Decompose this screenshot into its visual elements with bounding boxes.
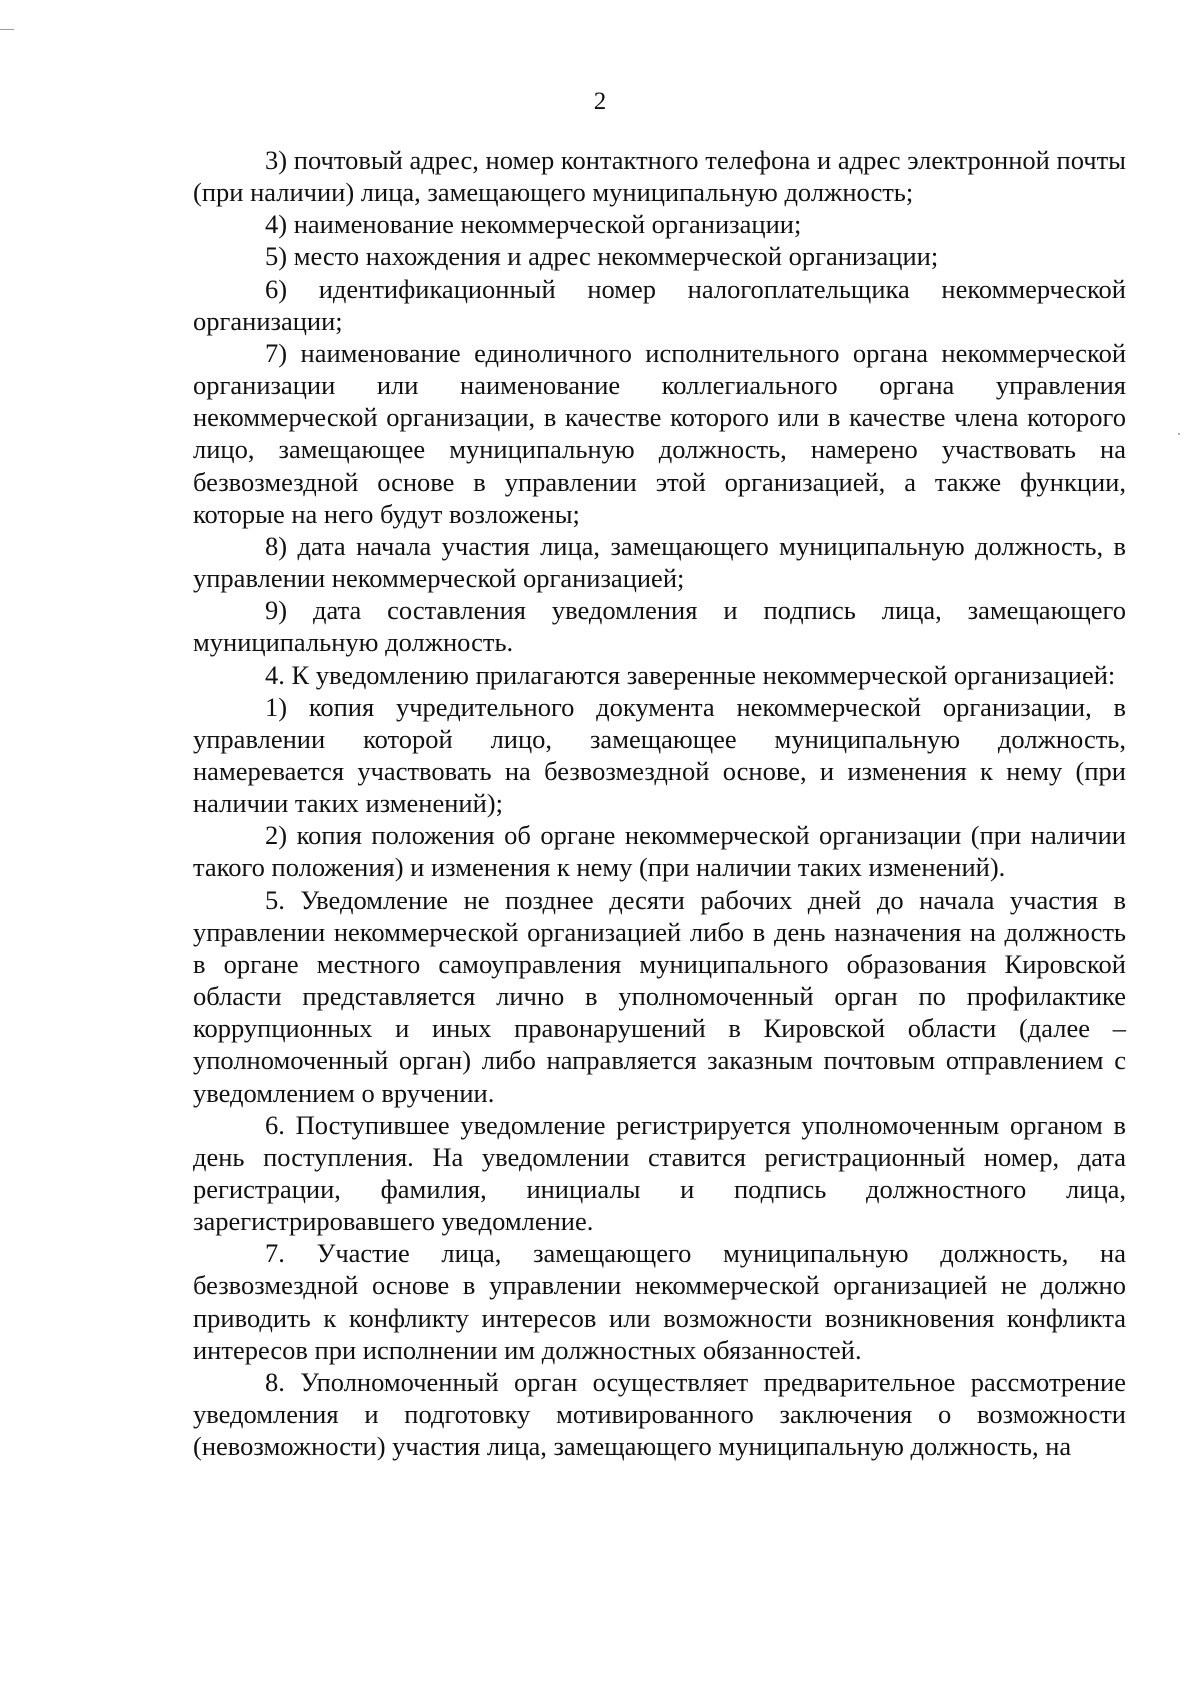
document-body [193, 144, 1126, 1462]
paragraph-item-3: 3) почтовый адрес, номер контактного телефона и адрес электронной почты (при наличии) лица, замещающего муниципальную должность; [193, 145, 1126, 208]
scan-artifact-dot [1178, 433, 1180, 435]
paragraph-attachment-1: 1) копия учредительного документа некоммерческой организации, в управлении которой лицо, замещающее муниципальную должность, намеревается участвовать на безвозмездной основе, и изменения к нему (при наличии таких изменений); [193, 691, 1126, 819]
paragraph-item-9: 9) дата составления уведомления и подпись лица, замещающего муниципальную должность. [193, 595, 1126, 658]
page-number: 2 [593, 88, 607, 115]
paragraph-item-7: 7) наименование единоличного исполнительного органа некоммерческой организации или наименование коллегиального органа управления некоммерческой организации, в качестве которого или в качестве члена которого лицо, замещающее муниципальную должность, намерено участвовать на безвозмездной основе в управлении этой организацией, а также функции, которые на него будут возложены; [193, 337, 1126, 529]
paragraph-section-8: 8. Уполномоченный орган осуществляет предварительное рассмотрение уведомления и подготовку мотивированного заключения о возможности (невозможности) участия лица, замещающего муниципальную должность, на [193, 1366, 1126, 1462]
paragraph-section-5: 5. Уведомление не позднее десяти рабочих дней до начала участия в управлении некоммерческой организацией либо в день назначения на должность в органе местного самоуправления муниципального образования Кировской области представляется лично в уполномоченный орган по профилактике коррупционных и иных правонарушений в Кировской области (далее – уполномоченный орган) либо направляется заказным почтовым отправлением с уведомлением о вручении. [193, 884, 1126, 1108]
paragraph-item-4: 4) наименование некоммерческой организации; [265, 209, 802, 240]
paragraph-item-8: 8) дата начала участия лица, замещающего муниципальную должность, в управлении некоммерческой организацией; [193, 530, 1126, 594]
paragraph-item-5: 5) место нахождения и адрес некоммерческой организации; [265, 241, 939, 272]
paragraph-item-6: 6) идентификационный номер налогоплательщика некоммерческой организации; [193, 273, 1126, 336]
paragraph-attachment-2: 2) копия положения об органе некоммерческой организации (при наличии такого положения) и изменения к нему (при наличии таких изменений). [193, 820, 1126, 883]
paragraph-section-6: 6. Поступившее уведомление регистрируется уполномоченным органом в день поступления. На уведомлении ставится регистрационный номер, дата регистрации, фамилия, инициалы и подпись должностного лица, зарегистрировавшего уведомление. [193, 1109, 1126, 1237]
scan-artifact-mark [0, 29, 14, 30]
paragraph-section-4: 4. К уведомлению прилагаются заверенные некоммерческой организацией: [265, 659, 1116, 690]
paragraph-section-7: 7. Участие лица, замещающего муниципальную должность, на безвозмездной основе в управлении некоммерческой организацией не должно приводить к конфликту интересов или возможности возникновения конфликта интересов при исполнении им должностных обязанностей. [193, 1238, 1126, 1365]
